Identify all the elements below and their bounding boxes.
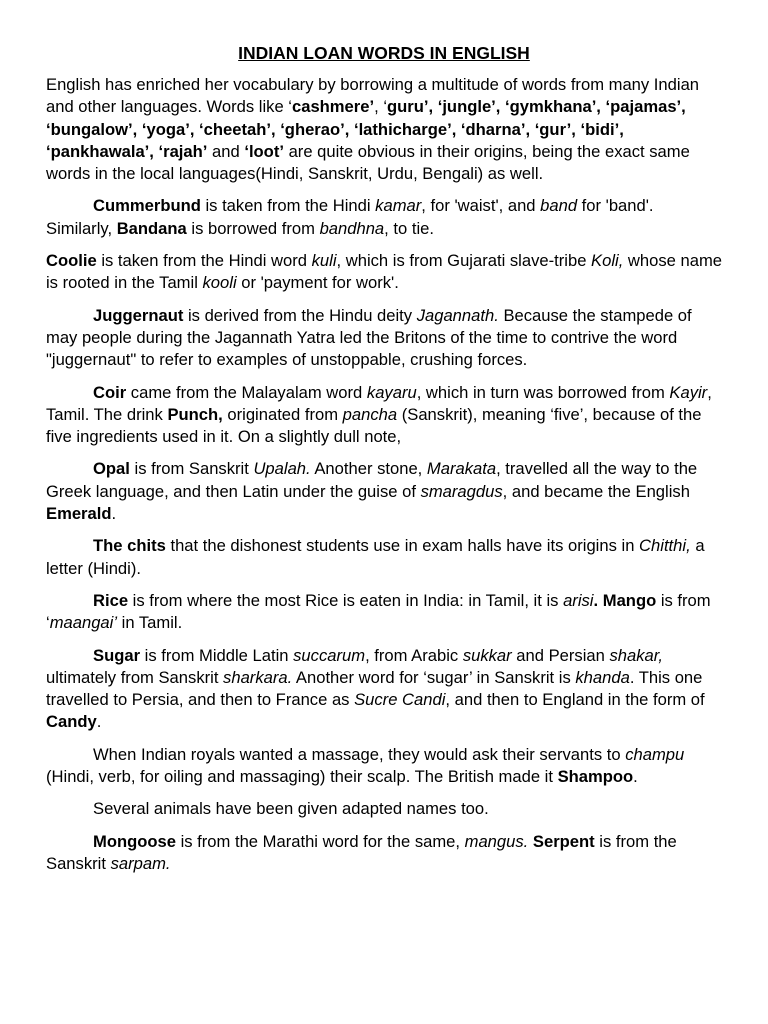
text-run: is from Sanskrit — [129, 459, 254, 479]
text-run: , and then to England in the form of — [445, 690, 705, 710]
paragraph — [46, 744, 722, 789]
bold-term: Opal — [93, 459, 130, 479]
italic-word: kayaru — [366, 382, 417, 402]
text-run: When Indian royals wanted a massage, they would ask their servants to — [93, 744, 626, 764]
text-run: , ‘ — [374, 97, 388, 117]
text-run: whose name is rooted in the Tamil — [46, 251, 723, 293]
text-run: is borrowed from — [186, 218, 320, 238]
text-run: ultimately from Sanskrit — [46, 667, 224, 687]
paragraph — [46, 74, 722, 185]
text-run: Another stone, — [310, 459, 427, 479]
text-run: originated from — [222, 404, 343, 424]
text-run: , travelled all the way to the Greek language, and then Latin under the guise of — [46, 459, 698, 501]
text-run: , from Arabic — [365, 645, 463, 665]
text-run: is taken from the Hindi — [200, 196, 376, 216]
bold-term: Sugar — [93, 645, 141, 665]
text-run: . — [633, 767, 638, 787]
text-run: that the dishonest students use in exam halls have its origins in — [165, 536, 640, 556]
bold-term: Coir — [93, 382, 127, 402]
bold-term: Rice — [93, 590, 129, 610]
document-body — [46, 74, 722, 875]
italic-word: smaragdus — [420, 481, 503, 501]
paragraph — [46, 590, 722, 635]
text-run: , Tamil. The drink — [46, 382, 712, 424]
text-run: Several animals have been given adapted names too. — [93, 799, 489, 819]
italic-word: kuli — [311, 251, 337, 271]
italic-word: sharkara. — [223, 667, 293, 687]
text-run: is from Middle Latin — [140, 645, 294, 665]
italic-word: sarpam. — [110, 853, 171, 873]
text-run: . This one travelled to Persia, and then to France as — [46, 667, 703, 710]
italic-word: sukkar — [462, 645, 512, 665]
italic-word: Marakata — [426, 459, 497, 479]
paragraph — [46, 382, 722, 449]
italic-word: Kayir — [669, 382, 708, 402]
paragraph — [46, 798, 722, 820]
text-run: . — [96, 712, 102, 732]
text-run: Another word for ‘sugar’ in Sanskrit is — [292, 667, 576, 687]
bold-term: cashmere’ — [291, 97, 375, 117]
italic-word: maangai’ — [49, 613, 118, 633]
italic-word: bandhna — [319, 218, 385, 238]
italic-word: band — [540, 196, 578, 216]
bold-term: Mango — [602, 590, 657, 610]
italic-word: Sucre Candi — [354, 690, 446, 710]
text-run: a letter (Hindi). — [46, 536, 705, 578]
bold-term: Coolie — [46, 251, 97, 271]
text-run: , which in turn was borrowed from — [416, 382, 670, 402]
paragraph — [46, 305, 722, 372]
text-run: is taken from the Hindi word — [96, 251, 312, 271]
italic-word: champu — [625, 744, 685, 764]
italic-word: khanda — [575, 667, 630, 687]
text-run: , to tie. — [384, 218, 434, 238]
italic-word: shakar, — [609, 645, 663, 665]
bold-term: Bandana — [116, 218, 187, 238]
bold-term: Mongoose — [93, 831, 176, 851]
italic-word: pancha — [342, 404, 398, 424]
paragraph — [46, 195, 722, 240]
bold-term: Serpent — [532, 831, 595, 851]
text-run: is derived from the Hindu deity — [183, 305, 417, 325]
text-run: in Tamil. — [117, 613, 183, 633]
text-run: is from the Marathi word for the same, — [175, 831, 465, 851]
document-page — [46, 42, 722, 885]
italic-word: Koli, — [591, 251, 624, 271]
text-run: for 'band'. Similarly, — [46, 196, 654, 238]
text-run: is from where the most Rice is eaten in India: in Tamil, it is — [128, 590, 564, 610]
italic-word: Chitthi, — [639, 536, 691, 556]
bold-term: ‘loot’ — [244, 141, 284, 161]
bold-term: Shampoo — [557, 767, 634, 787]
text-run: , which is from Gujarati slave-tribe — [336, 251, 592, 271]
text-run: . — [111, 504, 117, 524]
paragraph — [46, 831, 722, 876]
bold-term: The chits — [93, 536, 166, 556]
text-run: and Persian — [511, 645, 610, 665]
text-run: (Hindi, verb, for oiling and massaging) their scalp. The British made it — [46, 767, 558, 787]
bold-term: Punch, — [167, 404, 223, 424]
text-run: is from the Sanskrit — [46, 831, 677, 873]
text-run: , for 'waist', and — [421, 196, 541, 216]
italic-word: arisi — [563, 590, 594, 610]
text-run: , and became the English — [502, 481, 690, 501]
paragraph — [46, 250, 722, 295]
bold-term: Emerald — [46, 504, 112, 524]
paragraph — [46, 645, 722, 734]
paragraph — [46, 458, 722, 525]
bold-term: guru’, ‘jungle’, ‘gymkhana’, ‘pajamas’, ‘bungalow’, ‘yoga’, ‘cheetah’, ‘gherao’, ‘lathicharge’, ‘dharna’, ‘gur’, ‘bidi’, ‘pankhawala’, ‘rajah’ — [46, 97, 686, 161]
bold-term: . — [593, 590, 599, 610]
text-run: English has enriched her vocabulary by borrowing a multitude of words from many Indian and other languages. Words like ‘ — [46, 75, 700, 117]
page-title: INDIAN LOAN WORDS IN ENGLISH — [238, 43, 530, 63]
italic-word: kamar — [375, 196, 422, 216]
text-run: is from ‘ — [46, 590, 711, 633]
italic-word: mangus. — [464, 831, 529, 851]
bold-term: Juggernaut — [93, 305, 184, 325]
italic-word: succarum — [293, 645, 366, 665]
italic-word: kooli — [202, 273, 237, 293]
text-run: or 'payment for work'. — [236, 273, 399, 293]
italic-word: Upalah. — [253, 459, 311, 479]
text-run: Because the stampede of may people during the Jagannath Yatra led the Britons of the time to contrive the word "juggernaut" to refer to examples of unstoppable, crushing forces. — [46, 305, 692, 370]
paragraph — [46, 535, 722, 580]
bold-term: Candy — [46, 712, 97, 732]
italic-word: Jagannath. — [416, 305, 499, 325]
text-run: are quite obvious in their origins, being the exact same words in the local languages(Hindi, Sanskrit, Urdu, Bengali) as well. — [46, 141, 690, 184]
text-run: came from the Malayalam word — [126, 382, 367, 402]
bold-term: Cummerbund — [93, 196, 201, 216]
text-run: and — [207, 141, 245, 161]
text-run: (Sanskrit), meaning ‘five’, because of the five ingredients used in it. On a slightly dull note, — [46, 404, 702, 447]
